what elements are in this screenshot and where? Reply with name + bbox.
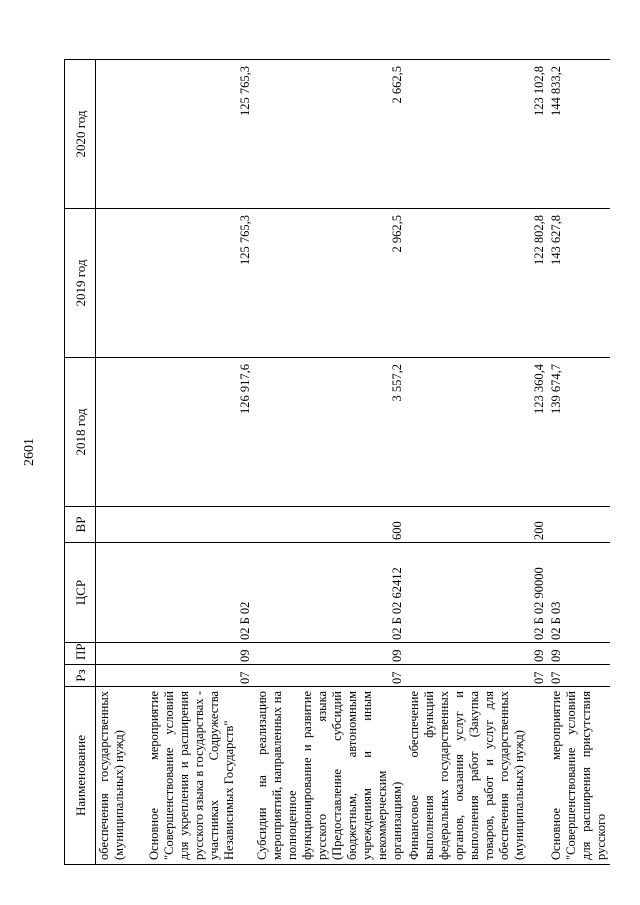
header-csr: ЦСР (65, 543, 96, 643)
row-2020: 125 765,3 (146, 60, 254, 209)
row-2019: 2 962,5 (254, 209, 406, 358)
header-name: Наименование (65, 687, 96, 865)
row-pr: 09 (254, 643, 406, 665)
row-2019: 125 765,3 (146, 209, 254, 358)
row-2018 (96, 358, 146, 507)
header-2019: 2019 год (65, 209, 96, 358)
header-pr: ПР (65, 643, 96, 665)
row-csr: 02 Б 02 62412 (254, 543, 406, 643)
row-csr (96, 543, 146, 643)
table-row (96, 60, 146, 865)
row-name: Субсидии на реализацию мероприятий, направленных на полноценное функционирование и развитие русского языка (Предоставление субсидий бюджетным, автономным учреждениям и иным некоммерческим организациям) (254, 687, 406, 865)
budget-table (64, 59, 610, 865)
row-pr (96, 643, 146, 665)
row-pr: 09 (548, 643, 610, 665)
header-row (65, 60, 96, 865)
row-pr: 09 (146, 643, 254, 665)
row-rz: 07 (406, 665, 548, 687)
row-rz: 07 (146, 665, 254, 687)
table-row (254, 60, 406, 865)
page-number: 2601 (22, 438, 37, 466)
header-vr: ВР (65, 507, 96, 543)
row-name: Основное мероприятие "Совершенствование условий для расширения присутствия русского (548, 687, 610, 865)
row-2018: 139 674,7 (548, 358, 610, 507)
row-csr: 02 Б 02 (146, 543, 254, 643)
row-2018: 3 557,2 (254, 358, 406, 507)
row-2019: 122 802,8 (406, 209, 548, 358)
row-name: обеспечения государственных (муниципальных) нужд) (96, 687, 146, 865)
row-rz: 07 (548, 665, 610, 687)
row-2020: 123 102,8 (406, 60, 548, 209)
header-2018: 2018 год (65, 358, 96, 507)
row-2018: 123 360,4 (406, 358, 548, 507)
row-vr (548, 507, 610, 543)
table-row (406, 60, 548, 865)
header-2020: 2020 год (65, 60, 96, 209)
row-vr (146, 507, 254, 543)
row-2019: 143 627,8 (548, 209, 610, 358)
row-2018: 126 917,6 (146, 358, 254, 507)
row-2020 (96, 60, 146, 209)
row-vr (96, 507, 146, 543)
row-rz: 07 (254, 665, 406, 687)
table-row (548, 60, 610, 865)
table-row (146, 60, 254, 865)
row-csr: 02 Б 02 90000 (406, 543, 548, 643)
header-rz: Рз (65, 665, 96, 687)
row-csr: 02 Б 03 (548, 543, 610, 643)
row-2020: 2 662,5 (254, 60, 406, 209)
row-name: Финансовое обеспечение выполнения функций федеральных государственных органов, оказания услуг и выполнения работ (Закупка товаров, работ и услуг для обеспечения государственных (муниципальных) нужд) (406, 687, 548, 865)
row-rz (96, 665, 146, 687)
row-vr: 200 (406, 507, 548, 543)
row-pr: 09 (406, 643, 548, 665)
row-2020: 144 833,2 (548, 60, 610, 209)
row-name: Основное мероприятие "Совершенствование условий для укрепления и расширения русского языка в государствах - участниках Содружества Независимых Государств" (146, 687, 254, 865)
row-vr: 600 (254, 507, 406, 543)
table-viewport (64, 60, 608, 865)
rotated-table-container (64, 60, 608, 865)
row-2019 (96, 209, 146, 358)
